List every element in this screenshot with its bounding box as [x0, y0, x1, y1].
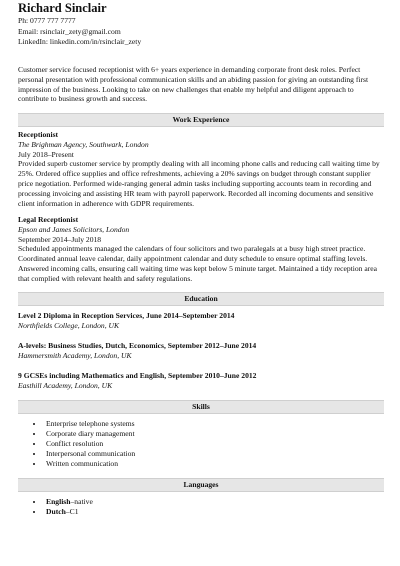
education-institution: Easthill Academy, London, UK [18, 380, 113, 390]
education-entry [18, 341, 384, 361]
languages-list [18, 497, 400, 517]
education-title: Level 2 Diploma in Reception Services, June 2014–September 2014 [18, 311, 235, 320]
job-description: Scheduled appointments managed the calendars of four solicitors and two paralegals at a busy high street practice. Coordinated annual leave calendar, daily appointment calendar and duty schedule to ensure optimal staffing levels. Answered incoming calls, ensuring call waiting time was kept below 5 minute target. Maintained a tidy reception area that complied with relevant health and safety regulations. [18, 244, 377, 283]
job-title: Legal Receptionist [18, 215, 79, 224]
skill-item: • Conflict resolution [44, 439, 400, 449]
section-heading-work-experience: Work Experience [18, 113, 384, 127]
job-employer: The Brighman Agency, Southwark, London [18, 139, 149, 149]
language-level: –C1 [65, 507, 79, 516]
job-entry [18, 215, 384, 284]
education-title: A-levels: Business Studies, Dutch, Economics, September 2012–June 2014 [18, 341, 257, 350]
language-item [44, 497, 400, 507]
email-line: Email: rsinclair_zety@gmail.com [18, 26, 121, 36]
language-level: –native [70, 497, 93, 506]
phone-line: Ph: 0777 777 7777 [18, 16, 76, 25]
job-description: Provided superb customer service by promptly dealing with all incoming phone calls and reducing call waiting time by 25%. Ordered office supplies and office refreshments, achieving a 20% savings on budget through constant supplier price negotiation. Performed wide-ranging general admin tasks including supporting accounts team in recording and processing invoicing and assisting HR team with payroll paperwork. Recorded all incoming documents and sensitive client information in adherence with GDPR requirements. [18, 159, 380, 208]
language-item [44, 507, 400, 517]
education-entry [18, 371, 384, 391]
language-name: English [46, 497, 71, 506]
education-institution: Hammersmith Academy, London, UK [18, 350, 132, 360]
linkedin-line: LinkedIn: linkedin.com/in/rsinclair_zety [18, 37, 142, 46]
skills-list [18, 419, 400, 469]
education-institution: Northfields College, London, UK [18, 320, 120, 330]
section-heading-languages: Languages [18, 478, 384, 492]
profile-summary: Customer service focused receptionist with 6+ years experience in demanding corporate front desk roles. Perfect personal presentation with professional communication skills and an abiding passion for giving an outstanding first impression of the business. Looking to take on new challenges that enable my helpful and diligent approach to contribute to business growth and success. [18, 65, 369, 104]
skill-item: • Interpersonal communication [44, 449, 400, 459]
education-title: 9 GCSEs including Mathematics and English, September 2010–June 2012 [18, 371, 257, 380]
education-entry [18, 311, 384, 331]
skill-item: • Corporate diary management [44, 429, 400, 439]
section-heading-skills: Skills [18, 400, 384, 414]
skill-item: • Enterprise telephone systems [44, 419, 400, 429]
candidate-name: Richard Sinclair [18, 1, 107, 15]
section-heading-education: Education [18, 292, 384, 306]
language-name: Dutch [46, 507, 66, 516]
job-dates: July 2018–Present [18, 149, 74, 159]
job-entry [18, 130, 384, 208]
skill-item: • Written communication [44, 459, 400, 469]
job-title: Receptionist [18, 130, 59, 139]
contact-info [18, 16, 141, 48]
job-dates: September 2014–July 2018 [18, 234, 102, 244]
job-employer: Epson and James Solicitors, London [18, 224, 130, 234]
